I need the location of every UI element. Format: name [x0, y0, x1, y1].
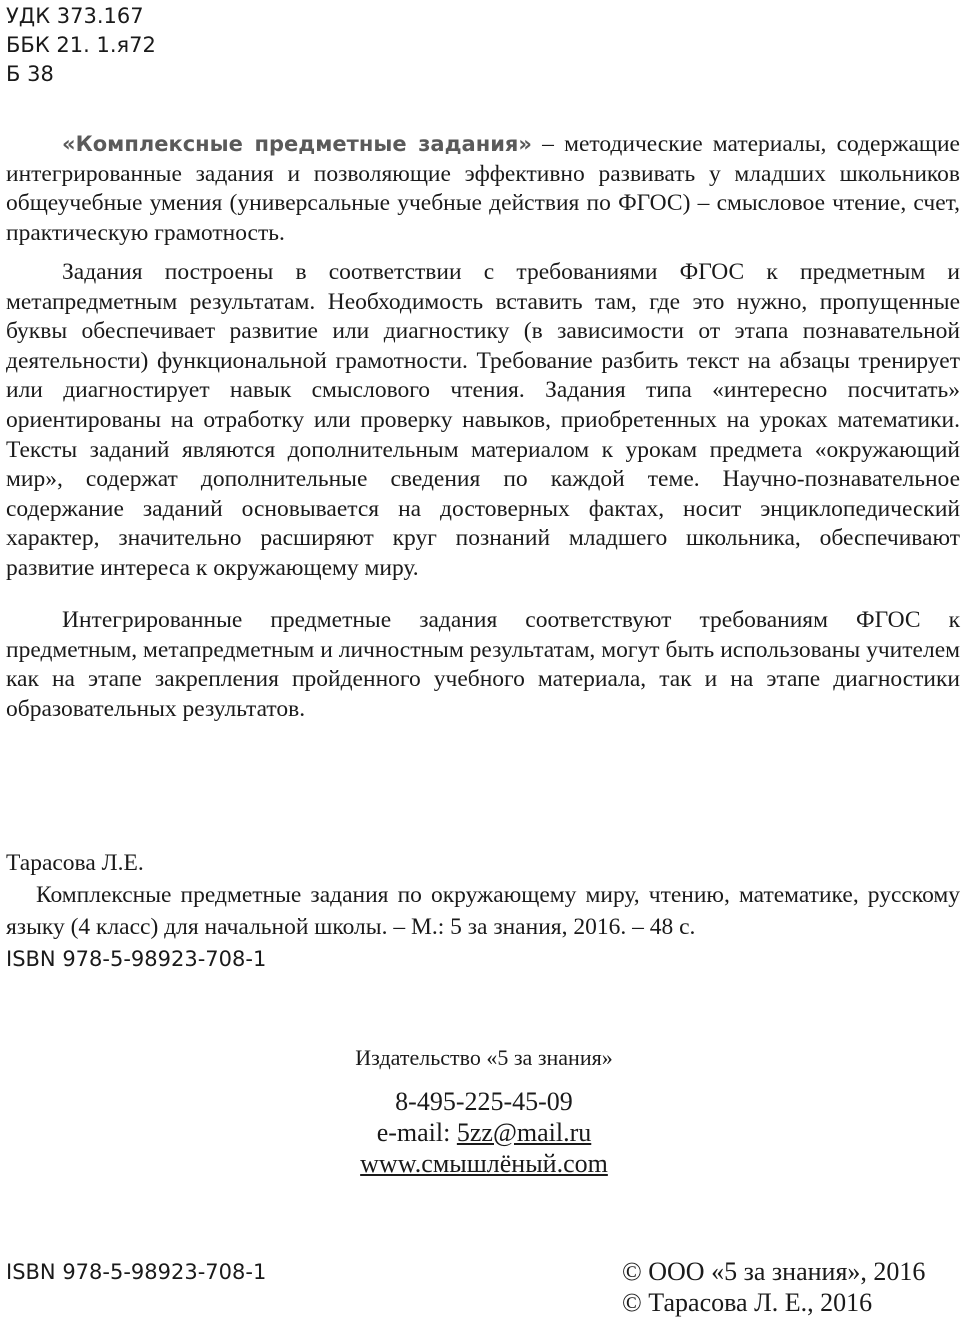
- bibliography-author: Тарасова Л.Е.: [6, 850, 144, 876]
- copyright-author: © Тарасова Л. Е., 2016: [622, 1288, 873, 1317]
- publisher-contacts: [0, 1086, 968, 1179]
- bibliography-isbn: ISBN 978-5-98923-708-1: [6, 947, 267, 971]
- copyright-block: [622, 1256, 925, 1318]
- annotation-paragraph-3: Интегрированные предметные задания соответствуют требованиям ФГОС к предметным, метапредметным и личностным результатам, могут быть использованы учителем как на этапе закрепления пройденного учебного материала, так и на этапе диагностики образовательных результатов.: [6, 607, 960, 722]
- classification-codes: [6, 2, 156, 89]
- publisher-block: [0, 1043, 968, 1073]
- copyright-organization: © ООО «5 за знания», 2016: [622, 1257, 926, 1286]
- bibliography-description: Комплексные предметные задания по окружающему миру, чтению, математике, русскому языку (4 класс) для начальной школы. – М.: 5 за знания, 2016. – 48 с.: [6, 882, 960, 940]
- author-mark: Б 38: [6, 62, 54, 86]
- publisher-email-line: [0, 1117, 968, 1148]
- annotation-lead-title: «Комплексные предметные задания»: [62, 132, 532, 156]
- email-label: e-mail:: [376, 1118, 457, 1147]
- annotation-paragraph-1-text: – методические материалы, содержащие интегрированные задания и позволяющие эффективно развивать у младших школьников общеучебные умения (универсальные учебные действия по ФГОС) – смысловое чтение, счет, практическую грамотность.: [6, 131, 960, 246]
- website-link[interactable]: www.смышлёный.com: [360, 1149, 608, 1178]
- email-link[interactable]: 5zz@mail.ru: [456, 1118, 592, 1147]
- bbk-code: ББК 21. 1.я72: [6, 33, 156, 57]
- annotation-paragraph-1: [6, 130, 960, 248]
- udk-code: УДК 373.167: [6, 4, 144, 28]
- footer-isbn: ISBN 978-5-98923-708-1: [6, 1260, 267, 1284]
- publisher-name: Издательство «5 за знания»: [355, 1045, 613, 1070]
- annotation-paragraph-2: Задания построены в соответствии с требованиями ФГОС к предметным и метапредметным результатам. Необходимость вставить там, где это нужно, пропущенные буквы обеспечивает развитие или диагностику (в зависимости от этапа познавательной деятельности) функциональной грамотности. Требование разбить текст на абзацы тренирует или диагностирует навык смыслового чтения. Задания типа «интересно посчитать» ориентированы на отработку или проверку навыков, приобретенных на уроках математики. Тексты заданий являются дополнительным материалом к урокам предмета «окружающий мир», содержат дополнительные сведения по каждой теме. Научно-познавательное содержание заданий основывается на достоверных фактах, носит энциклопедический характер, значительно расширяют круг познаний младшего школьника, обеспечивают развитие интереса к окружающему миру.: [6, 259, 960, 581]
- bibliographic-record: [6, 847, 960, 975]
- publisher-phone: 8-495-225-45-09: [395, 1087, 573, 1116]
